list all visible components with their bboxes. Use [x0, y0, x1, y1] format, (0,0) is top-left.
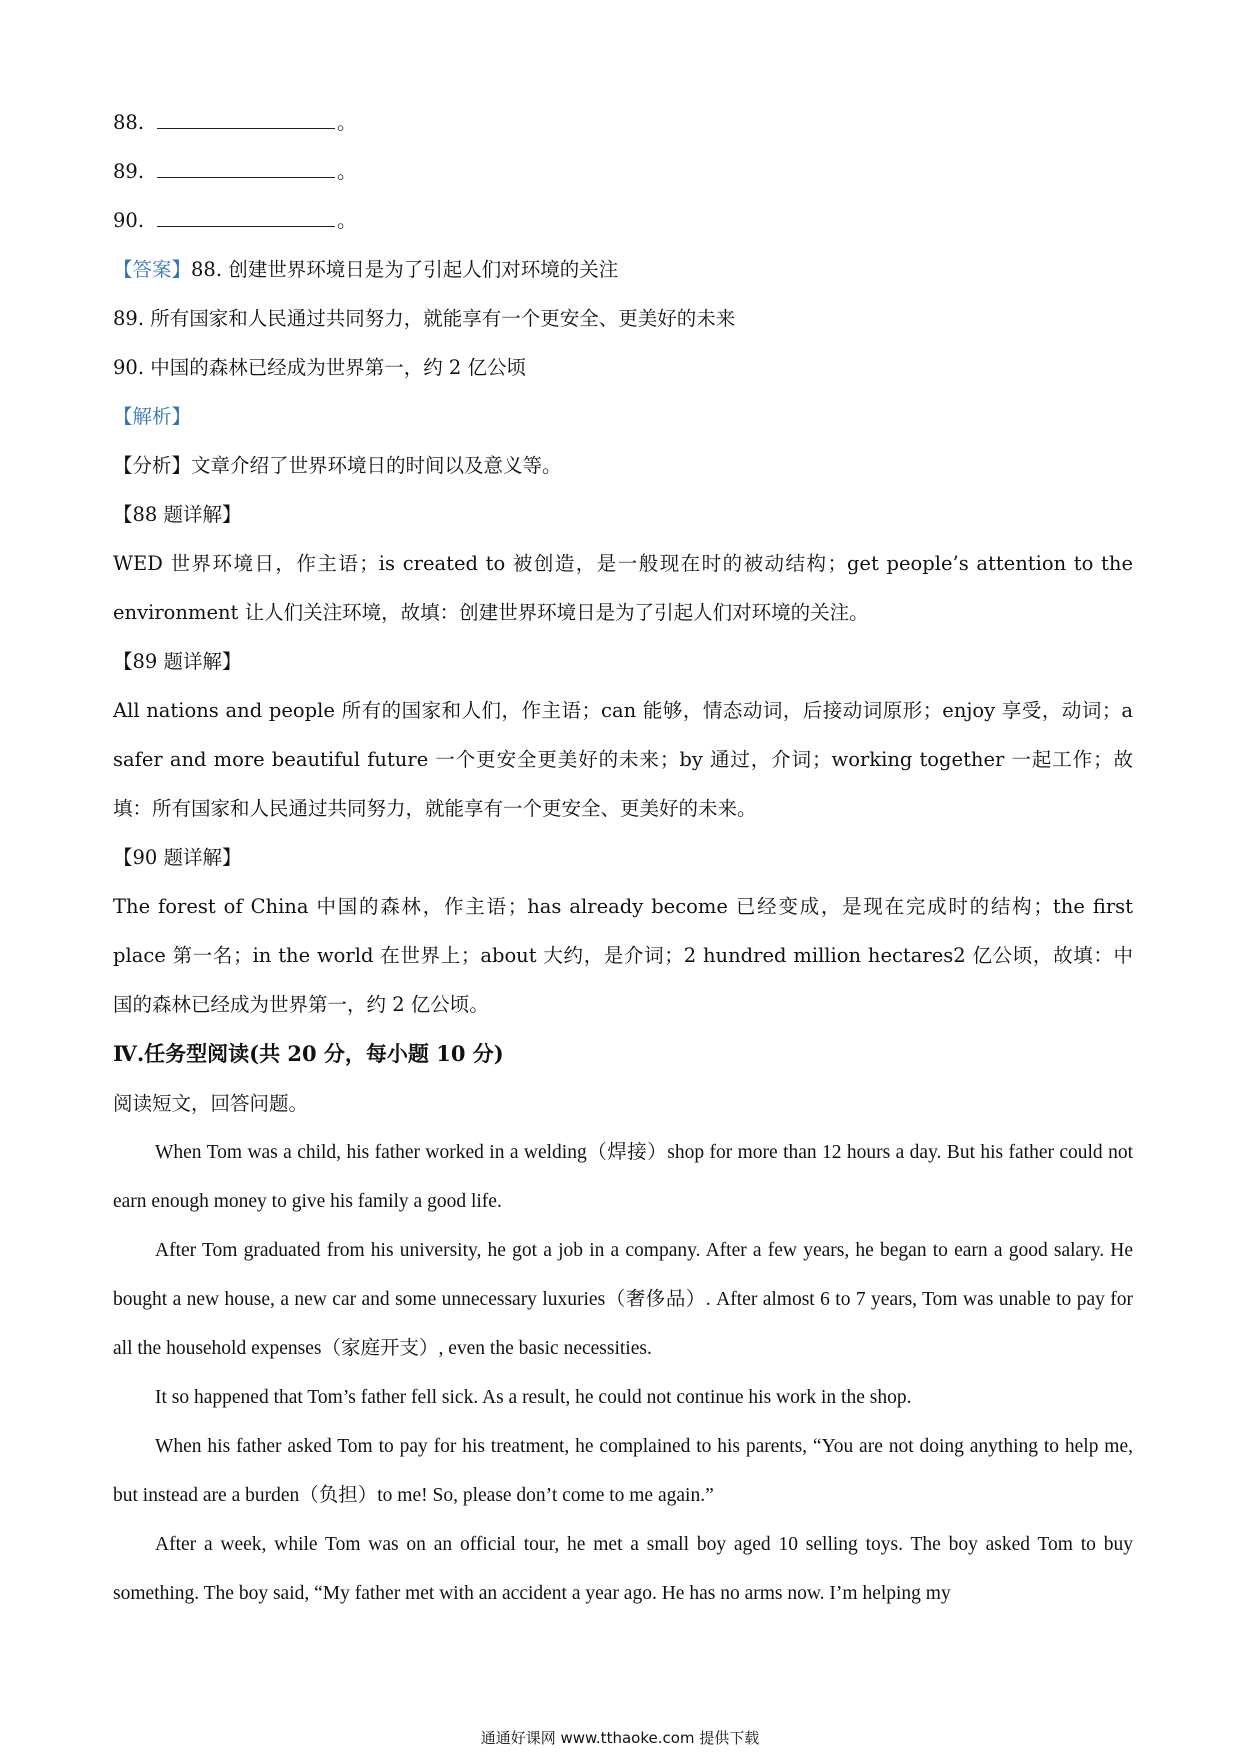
blank-88 [113, 98, 1133, 147]
passage-paragraph-2: After Tom graduated from his university, he got a job in a company. After a few years, he began to earn a good salary. He bought a new house, a new car and some unnecessary luxuries（奢侈品）. After almost 6 to 7 years, Tom was unable to pay for all the household expenses（家庭开支）, even the basic necessities. [113, 1240, 1133, 1359]
passage-paragraph-4: When his father asked Tom to pay for his treatment, he complained to his parents, “You are not doing anything to help me, but instead are a burden（负担）to me! So, please don’t come to me again.” [113, 1436, 1133, 1506]
answer-line-88 [113, 245, 1133, 294]
answer-line-90: 90. 中国的森林已经成为世界第一，约 2 亿公顷 [113, 356, 527, 379]
answer-line-89: 89. 所有国家和人民通过共同努力，就能享有一个更安全、更美好的未来 [113, 307, 736, 330]
q89-detail-title: 【89 题详解】 [113, 650, 242, 673]
q90-detail-text: The forest of China 中国的森林，作主语；has already become 已经变成，是现在完成时的结构；the first place 第一名；in the world 在世界上；about 大约，是介词；2 hundred million hectares2 亿公顷，故填：中国的森林已经成为世界第一，约 2 亿公顷。 [113, 895, 1133, 1016]
passage-paragraph-1: When Tom was a child, his father worked in a welding（焊接）shop for more than 12 hours a day. But his father could not earn enough money to give his family a good life. [113, 1142, 1133, 1212]
analysis-tag-line [113, 392, 1133, 441]
analysis-summary: 【分析】文章介绍了世界环境日的时间以及意义等。 [113, 454, 562, 477]
blank-90 [113, 196, 1133, 245]
blank-89 [113, 147, 1133, 196]
blank-number: 89. [113, 160, 145, 183]
page-content [113, 98, 1133, 1618]
page-footer: 通通好课网 www.tthaoke.com 提供下载 [480, 1729, 760, 1747]
section-instruction: 阅读短文，回答问题。 [113, 1092, 309, 1115]
blank-number: 88. [113, 111, 145, 134]
blank-period: 。 [337, 209, 357, 232]
passage-paragraph-3: It so happened that Tom’s father fell sick. As a result, he could not continue his work in the shop. [155, 1387, 912, 1408]
section-title: Ⅳ.任务型阅读(共 20 分，每小题 10 分) [113, 1041, 504, 1066]
q88-detail-title: 【88 题详解】 [113, 503, 242, 526]
answer-blank-line [157, 104, 335, 129]
passage-paragraph-5: After a week, while Tom was on an official tour, he met a small boy aged 10 selling toys. The boy asked Tom to buy something. The boy said, “My father met with an accident a year ago. He has no arms now. I’m helping my [113, 1534, 1133, 1604]
answer-tag: 【答案】 [113, 258, 192, 281]
blank-period: 。 [337, 160, 357, 183]
analysis-tag: 【解析】 [113, 405, 192, 428]
answer-text: 88. 创建世界环境日是为了引起人们对环境的关注 [191, 258, 619, 281]
q90-detail-title: 【90 题详解】 [113, 846, 242, 869]
blank-number: 90. [113, 209, 145, 232]
answer-blank-line [157, 153, 335, 178]
answer-blank-line [157, 202, 335, 227]
q88-detail-text: WED 世界环境日，作主语；is created to 被创造，是一般现在时的被动结构；get people’s attention to the environment 让人们关注环境，故填：创建世界环境日是为了引起人们对环境的关注。 [113, 552, 1133, 624]
q89-detail-text: All nations and people 所有的国家和人们，作主语；can 能够，情态动词，后接动词原形；enjoy 享受，动词；a safer and more beautiful future 一个更安全更美好的未来；by 通过，介词；working together 一起工作；故填：所有国家和人民通过共同努力，就能享有一个更安全、更美好的未来。 [113, 699, 1133, 820]
blank-period: 。 [337, 111, 357, 134]
